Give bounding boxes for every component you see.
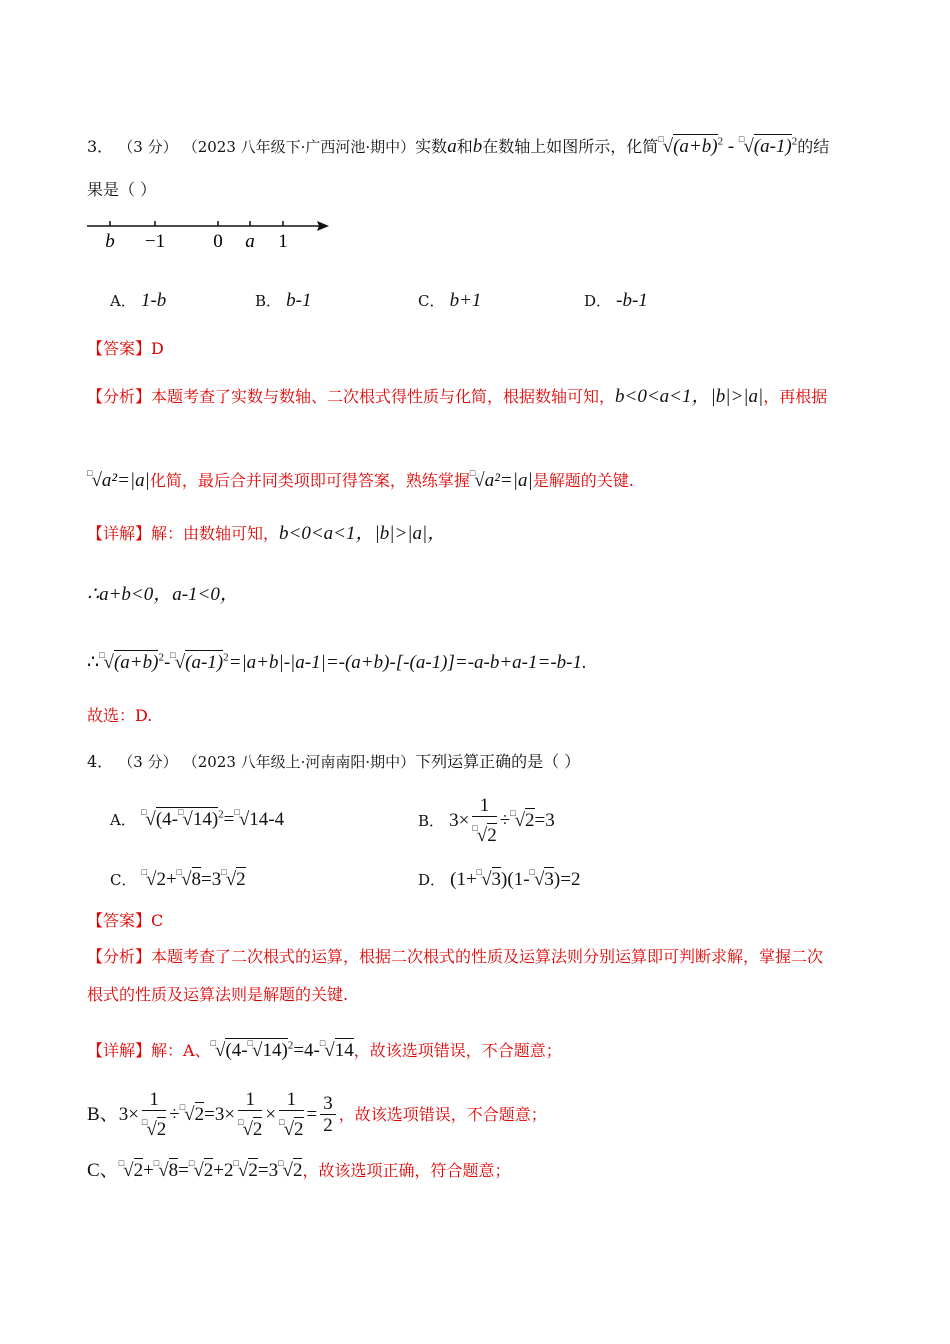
q3-detail-line2: ∴a+b<0，a-1<0， xyxy=(87,584,239,605)
q3-option-b[interactable] xyxy=(255,289,311,313)
q4-stem xyxy=(87,750,580,774)
q3-stem-text-d: 的结 xyxy=(797,137,830,156)
q3-stem-line2: 果是（ ） xyxy=(87,180,157,199)
q4-analysis-line2: 根式的性质及运算法则是解题的关键. xyxy=(87,985,349,1004)
q3-analysis-line1 xyxy=(87,385,827,409)
label-a: a xyxy=(245,231,255,252)
label-minus-one: −1 xyxy=(144,231,166,252)
label-one: 1 xyxy=(278,231,288,252)
detail-text: 解：由数轴可知， xyxy=(151,524,280,543)
analysis-text: 本题考查了二次根式的运算，根据二次根式的性质及运算法则分别运算即可判断求解，掌握二次 xyxy=(151,947,824,966)
q3-stem-expression xyxy=(658,136,797,157)
exponent: 2 xyxy=(717,135,724,148)
minus-sign: - xyxy=(727,136,735,157)
q4-option-d[interactable] xyxy=(418,860,580,892)
q4-score: （3 分） xyxy=(118,753,178,771)
option-expression: (1+□√3)(1-□√3)=2 xyxy=(450,867,581,890)
q3-detail-line3: $\therefore^□√(a+b)^2-^□√(a-1)^2=|a+b|-|a-1|=-(a+b)-[-(a-1)]=-a-b+a-1=-b-1$. xyxy=(87,650,587,673)
detail-inequality: b<0<a<1，|b|>|a|， xyxy=(279,523,447,544)
option-letter: B． xyxy=(418,811,445,830)
option-letter: D． xyxy=(418,871,446,889)
q4-option-c[interactable] xyxy=(110,860,246,892)
label-zero: 0 xyxy=(213,231,223,252)
number-line-figure xyxy=(85,214,335,254)
detail-tag: 【详解】 xyxy=(87,1041,152,1060)
var-b: b xyxy=(472,136,483,157)
analysis-inequality: b<0<a<1， xyxy=(615,386,711,407)
option-expression: 1-b xyxy=(140,290,167,311)
option-letter: D． xyxy=(584,292,612,310)
q3-stem-text-b: 和 xyxy=(456,137,473,156)
q4-detail-c: C、□√2+□√8=□√2+2□√2=3□√2，故该选项正确，符合题意； xyxy=(87,1158,511,1181)
option-expression: b+1 xyxy=(449,290,482,311)
analysis-text: 本题考查了实数与数轴、二次根式得性质与化简，根据数轴可知， xyxy=(151,387,616,406)
option-letter: C． xyxy=(110,871,137,889)
option-expression: b-1 xyxy=(286,290,312,311)
option-letter: B． xyxy=(255,292,282,310)
q4-option-a[interactable] xyxy=(110,800,284,832)
option-expression: □√2+□√8=3□√2 xyxy=(141,867,246,890)
q4-detail-a: 【详解】解：A、$^□√(4-^□√14)^2=4-^□√14$，故该选项错误，不合题意； xyxy=(87,1038,562,1061)
detail-tag: 【详解】 xyxy=(87,524,152,543)
option-expression: 3× $\frac{1}{^□√2}$ ÷□√2=3 xyxy=(449,795,555,846)
var-a: a xyxy=(447,136,457,157)
option-expression: -b-1 xyxy=(616,290,648,311)
exponent: 2 xyxy=(791,135,798,148)
option-letter: C． xyxy=(418,292,445,310)
radicand: (a-1) xyxy=(753,136,792,157)
radical-sign-icon: □√ xyxy=(738,134,754,157)
q4-number: 4． xyxy=(87,752,114,771)
analysis-text: ，再根据 xyxy=(763,387,828,406)
option-letter: A． xyxy=(110,811,136,829)
analysis-text: 是解题的关键. xyxy=(532,471,634,490)
q3-option-a[interactable] xyxy=(110,289,166,313)
fraction: $\frac{1}{^□√2}$ xyxy=(472,795,497,846)
q3-stem-line1 xyxy=(87,127,829,159)
q3-answer: 【答案】D xyxy=(87,339,164,358)
analysis-abs: |b|>|a| xyxy=(710,386,764,407)
label-b: b xyxy=(105,231,115,252)
q3-analysis-line2 xyxy=(87,461,634,493)
sqrt-rule: □√a²=|a| xyxy=(469,468,533,491)
q3-stem-text-c: 在数轴上如图所示，化简 xyxy=(482,137,659,156)
q3-score: （3 分） xyxy=(118,138,178,156)
analysis-tag: 【分析】 xyxy=(87,947,152,966)
q3-conclusion: 故选：D. xyxy=(87,706,153,725)
q3-number: 3． xyxy=(87,137,114,156)
q4-analysis-line1 xyxy=(87,945,823,969)
q3-detail-line1 xyxy=(87,522,446,546)
q3-source: （2023 八年级下·广西河池·期中） xyxy=(182,138,416,156)
option-letter: A． xyxy=(110,292,136,310)
q4-answer: 【答案】C xyxy=(87,911,164,930)
sqrt-rule: □√a²=|a| xyxy=(87,468,150,491)
q4-source: （2023 八年级上·河南南阳·期中） xyxy=(182,753,416,771)
radicand: (a+b) xyxy=(673,136,718,157)
q4-option-b[interactable] xyxy=(418,796,555,847)
q3-option-c[interactable] xyxy=(418,289,481,313)
q3-stem-text-a: 实数 xyxy=(415,137,448,156)
q4-stem-text: 下列运算正确的是（ ） xyxy=(415,752,581,771)
q3-option-d[interactable] xyxy=(584,289,648,313)
analysis-text: 化简，最后合并同类项即可得答案，熟练掌握 xyxy=(149,471,470,490)
analysis-tag: 【分析】 xyxy=(87,387,152,406)
radical-sign-icon: □√ xyxy=(658,134,674,157)
option-expression: $^□√(4-^□√14)^2=^□√14-4$ xyxy=(140,807,285,830)
q4-detail-b: B、3× $\frac{1}{^□√2}$ ÷□√2=3× $\frac{1}{^□√2}$ × $\frac{1}{^□√2}$ = $\frac{3}{2}$ ，故该选项错误，不合题意； xyxy=(87,1089,547,1140)
